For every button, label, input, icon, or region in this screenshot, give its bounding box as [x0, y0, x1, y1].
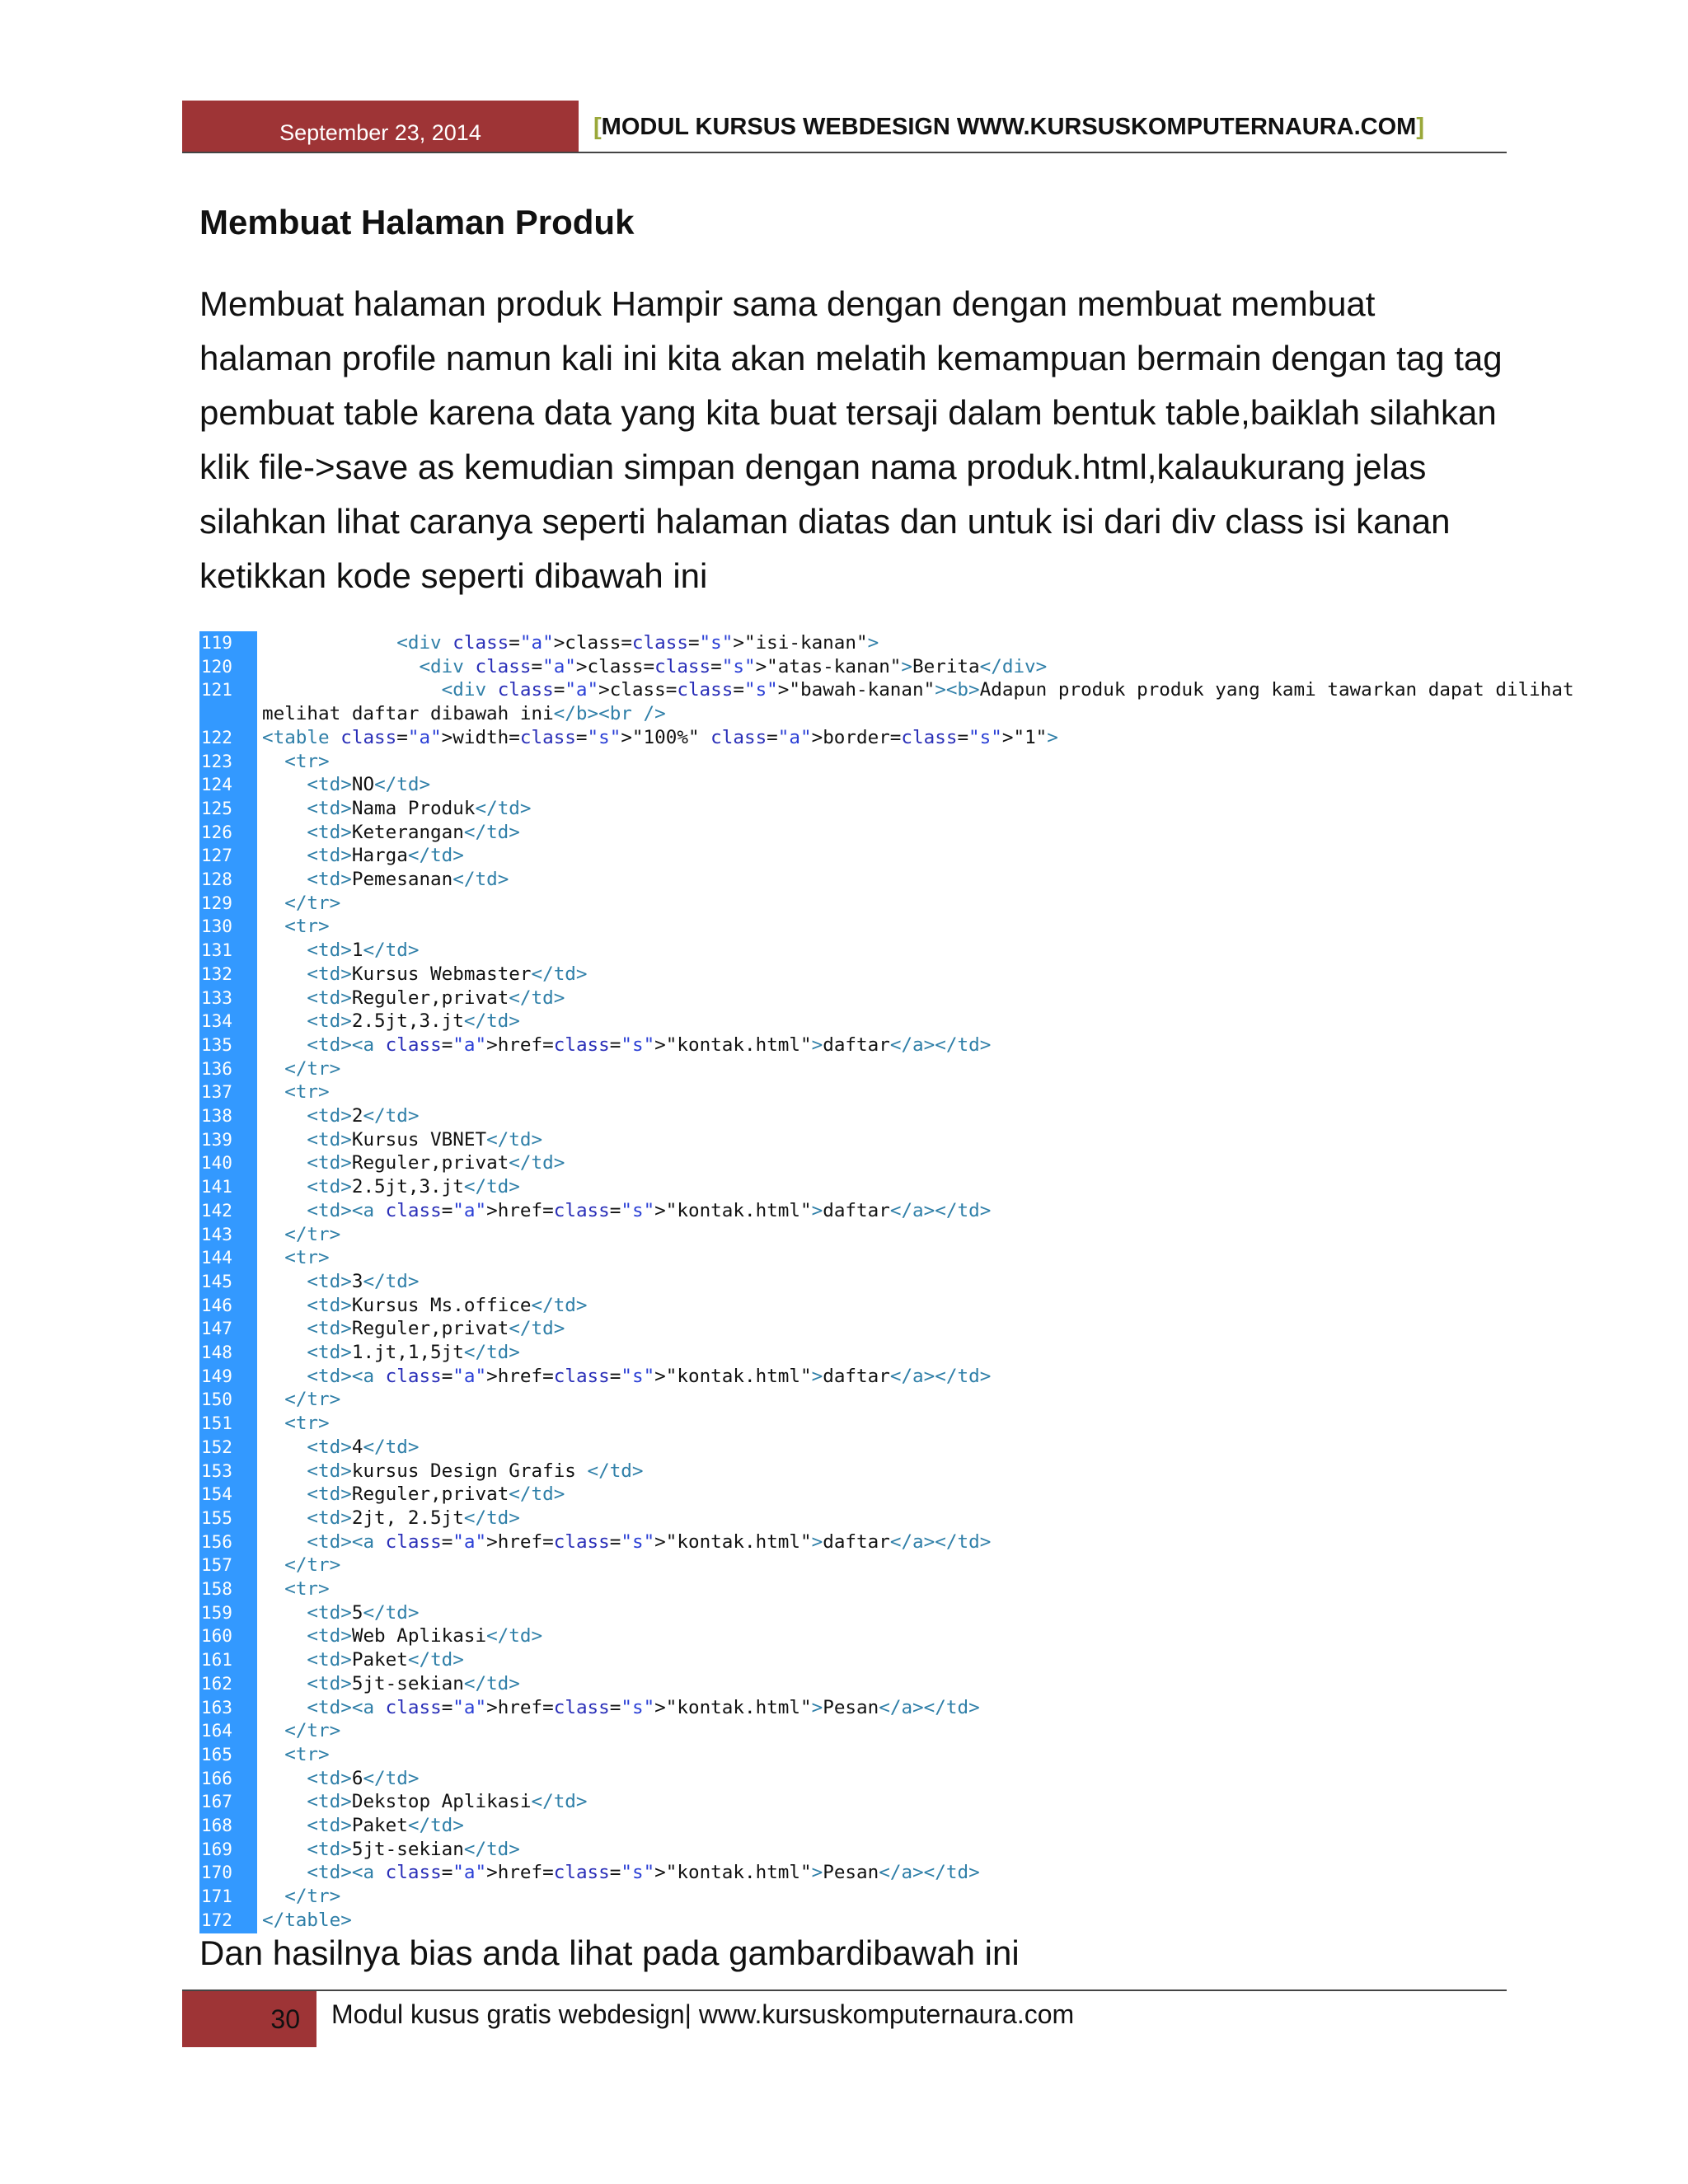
line-number: 145 [201, 1271, 232, 1291]
code-line: <td><a class="a">href=class="s">"kontak.html">daftar</a></td> [307, 1530, 992, 1553]
code-line: </tr> [284, 1886, 341, 1908]
code-line: <td>3</td> [307, 1270, 420, 1292]
line-number: 122 [201, 727, 232, 748]
code-line: <tr> [284, 1413, 330, 1435]
line-number: 151 [201, 1413, 232, 1434]
line-number: 152 [201, 1436, 232, 1457]
line-number: 135 [201, 1034, 232, 1055]
line-number: 158 [201, 1579, 232, 1599]
line-number: 119 [201, 633, 232, 653]
line-number: 131 [201, 940, 232, 961]
header-title-text: MODUL KURSUS WEBDESIGN WWW.KURSUSKOMPUTERNAURA.COM [601, 113, 1417, 140]
line-number: 138 [201, 1106, 232, 1126]
code-line: <td>Kursus Ms.office</td> [307, 1294, 588, 1316]
line-number: 150 [201, 1390, 232, 1410]
code-line: <td>5jt-sekian</td> [307, 1672, 520, 1694]
line-number: 154 [201, 1484, 232, 1505]
footer-rule [182, 1990, 1507, 1991]
code-line: <td>4</td> [307, 1436, 420, 1458]
line-number: 129 [201, 893, 232, 913]
header-rule [182, 152, 1507, 153]
code-line: <td><a class="a">href=class="s">"kontak.html">daftar</a></td> [307, 1033, 992, 1056]
line-number: 166 [201, 1768, 232, 1788]
code-line: <td>Kursus VBNET</td> [307, 1128, 543, 1151]
line-number: 141 [201, 1177, 232, 1197]
line-number: 136 [201, 1058, 232, 1079]
footer-page-box [182, 1991, 316, 2047]
line-number: 153 [201, 1460, 232, 1481]
code-line: <div class="a">class=class="s">"bawah-kanan"><b>Adapun produk produk yang kami tawarkan dapat dilihat [441, 679, 1574, 701]
line-number: 167 [201, 1792, 232, 1812]
code-line: <td>2.5jt,3.jt</td> [307, 1176, 520, 1198]
footer-text: Modul kusus gratis webdesign| www.kursuskomputernaura.com [331, 1999, 1075, 2029]
line-number: 146 [201, 1295, 232, 1315]
code-line: <div class="a">class=class="s">"atas-kanan">Berita</div> [419, 655, 1048, 677]
line-number: 124 [201, 775, 232, 795]
line-number: 142 [201, 1200, 232, 1221]
line-number: 159 [201, 1602, 232, 1623]
code-line: <td>Web Aplikasi</td> [307, 1625, 543, 1647]
page-number: 30 [270, 2004, 300, 2034]
code-line: <td>Keterangan</td> [307, 821, 520, 843]
code-line: <tr> [284, 1743, 330, 1765]
line-number: 126 [201, 822, 232, 842]
line-number: 169 [201, 1839, 232, 1859]
line-number: 155 [201, 1507, 232, 1528]
line-number: 147 [201, 1319, 232, 1339]
line-number: 125 [201, 798, 232, 818]
code-line: </tr> [284, 892, 341, 914]
code-line: <td>Reguler,privat</td> [307, 1152, 565, 1174]
code-line: <td>kursus Design Grafis </td> [307, 1460, 644, 1482]
line-number: 121 [201, 680, 232, 701]
line-number: 170 [201, 1863, 232, 1883]
code-line: </tr> [284, 1223, 341, 1245]
code-line: <td>1</td> [307, 940, 420, 962]
code-line: <td>2jt, 2.5jt</td> [307, 1507, 520, 1529]
code-line: <td>Paket</td> [307, 1649, 464, 1671]
header-bracket-close: ] [1416, 113, 1425, 140]
code-line: </tr> [284, 1554, 341, 1577]
line-number: 161 [201, 1650, 232, 1671]
line-number: 137 [201, 1082, 232, 1103]
section-paragraph: Membuat halaman produk Hampir sama dengan dengan membuat membuat halaman profile namun kali ini kita akan melatih kemampuan bermain dengan tag tag pembuat table karena data yang kita buat tersaji dalam bentuk table,baiklah silahkan klik file->save as kemudian simpan dengan nama produk.html,kalaukurang jelas silahkan lihat caranya seperti halaman diatas dan untuk isi dari div class isi kanan ketikkan kode seperti dibawah ini [199, 284, 1503, 595]
line-number: 156 [201, 1531, 232, 1552]
line-number: 144 [201, 1248, 232, 1268]
code-line: <td>Reguler,privat</td> [307, 1318, 565, 1340]
code-line: <tr> [284, 1081, 330, 1104]
code-line: <td>Paket</td> [307, 1815, 464, 1836]
line-number: 143 [201, 1224, 232, 1244]
line-number: 127 [201, 846, 232, 866]
line-number: 165 [201, 1744, 232, 1765]
code-line: <tr> [284, 750, 330, 772]
code-line: <tr> [284, 1247, 330, 1269]
code-line: <td>5jt-sekian</td> [307, 1838, 520, 1860]
line-number: 133 [201, 987, 232, 1008]
line-number: 149 [201, 1366, 232, 1386]
code-line: <tr> [284, 916, 330, 938]
line-number: 157 [201, 1555, 232, 1576]
code-line: <td>Pemesanan</td> [307, 869, 509, 890]
section-heading: Membuat Halaman Produk [199, 203, 635, 241]
line-number: 132 [201, 963, 232, 984]
header-date-box [182, 101, 579, 152]
line-number: 163 [201, 1697, 232, 1718]
code-line: <td>Reguler,privat</td> [307, 1483, 565, 1506]
line-number: 172 [201, 1910, 232, 1930]
line-number-gutter [199, 631, 257, 1933]
code-line: <td>Harga</td> [307, 845, 464, 867]
line-number: 168 [201, 1816, 232, 1835]
code-line: <td><a class="a">href=class="s">"kontak.html">Pesan</a></td> [307, 1862, 980, 1884]
code-line: <td>6</td> [307, 1767, 420, 1789]
line-number: 123 [201, 751, 232, 771]
line-number: 128 [201, 869, 232, 889]
code-line: <td><a class="a">href=class="s">"kontak.html">daftar</a></td> [307, 1199, 992, 1221]
header-date: September 23, 2014 [279, 120, 481, 145]
code-listing [199, 631, 1574, 1933]
code-line: <td><a class="a">href=class="s">"kontak.html">daftar</a></td> [307, 1365, 992, 1387]
line-number: 120 [201, 656, 232, 677]
line-number: 148 [201, 1343, 232, 1362]
code-line: <td>Nama Produk</td> [307, 797, 532, 819]
after-code-text: Dan hasilnya bias anda lihat pada gambardibawah ini [199, 1933, 1020, 1972]
header-bracket-open: [ [593, 113, 602, 140]
code-line: <td><a class="a">href=class="s">"kontak.html">Pesan</a></td> [307, 1696, 980, 1718]
line-number [199, 702, 257, 726]
code-line: <td>NO</td> [307, 774, 431, 796]
code-line: <td>2</td> [307, 1105, 420, 1127]
header-title [593, 109, 1424, 145]
code-line: melihat daftar dibawah ini</b><br /> [262, 703, 666, 725]
code-line: <td>5</td> [307, 1601, 420, 1624]
code-line: <td>Dekstop Aplikasi</td> [307, 1791, 588, 1813]
code-line: <tr> [284, 1578, 330, 1600]
line-number: 162 [201, 1673, 232, 1694]
code-line: </tr> [284, 1389, 341, 1411]
code-line: <table class="a">width=class="s">"100%" class="a">border=class="s">"1"> [262, 726, 1058, 748]
code-line: <div class="a">class=class="s">"isi-kanan"> [396, 632, 879, 654]
line-number: 140 [201, 1153, 232, 1174]
line-number: 139 [201, 1129, 232, 1150]
line-number: 160 [201, 1626, 232, 1647]
code-line: <td>Kursus Webmaster</td> [307, 963, 588, 985]
line-number: 134 [201, 1011, 232, 1032]
code-line: </tr> [284, 1720, 341, 1742]
line-number: 164 [201, 1721, 232, 1741]
code-line: <td>2.5jt,3.jt</td> [307, 1010, 520, 1033]
line-number: 171 [201, 1886, 232, 1907]
code-line: <td>1.jt,1,5jt</td> [307, 1342, 520, 1363]
code-line: </tr> [284, 1057, 341, 1080]
line-number: 130 [201, 916, 232, 937]
code-line: </table> [262, 1909, 352, 1931]
code-line: <td>Reguler,privat</td> [307, 987, 565, 1009]
